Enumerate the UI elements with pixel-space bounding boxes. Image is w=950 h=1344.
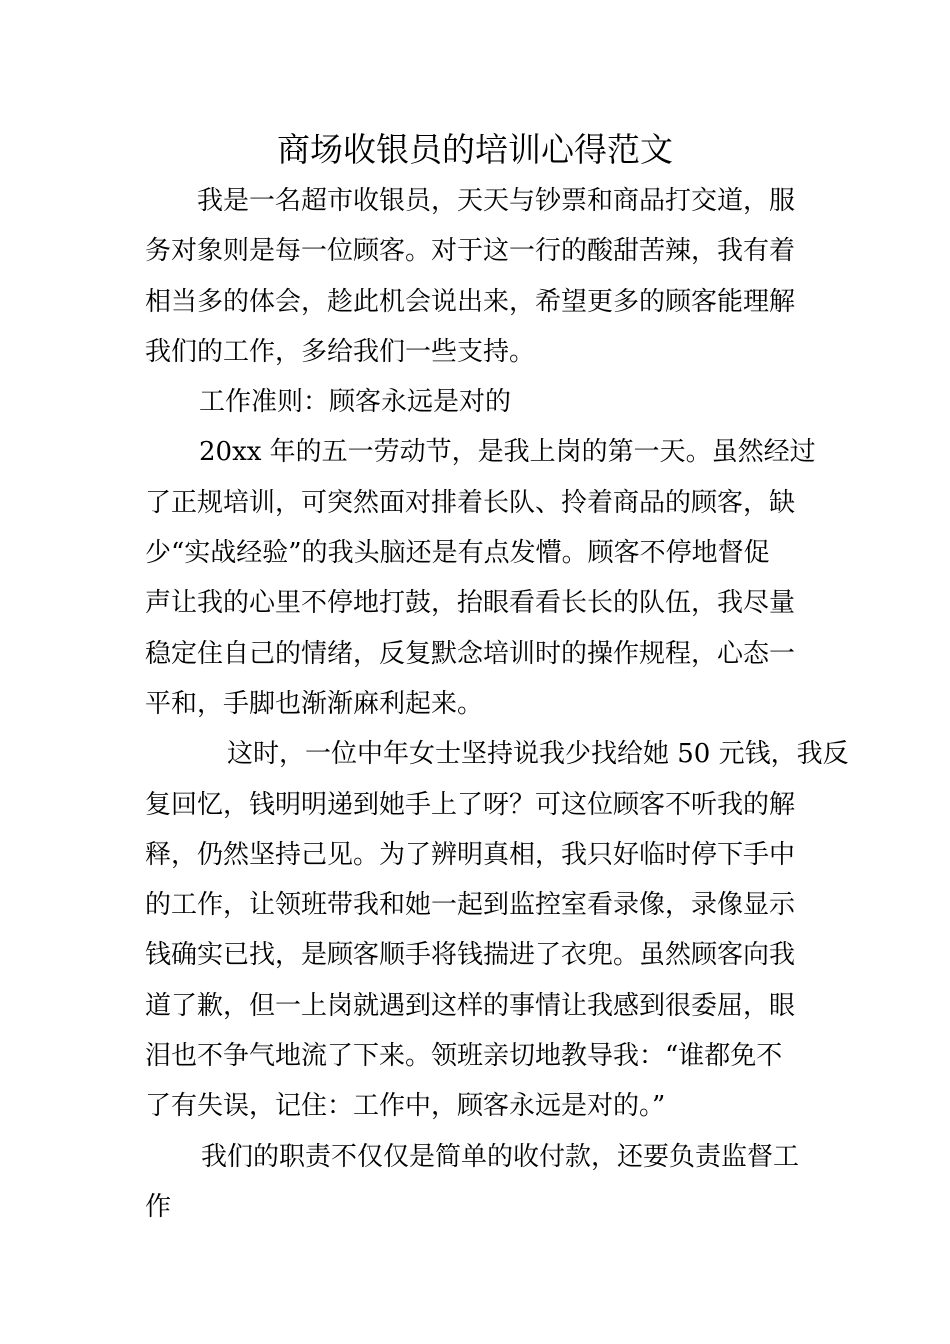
paragraph-line: 我们的工作，多给我们一些支持。 [145, 336, 536, 367]
section-heading: 工作准则：顾客永远是对的 [199, 387, 512, 418]
document-title: 商场收银员的培训心得范文 [277, 130, 673, 169]
paragraph-line: 钱确实已找，是顾客顺手将钱揣进了衣兜。虽然顾客向我 [145, 940, 796, 971]
paragraph-line: 了有失误，记住：工作中，顾客永远是对的。” [145, 1091, 666, 1122]
paragraph-line: 复回忆，钱明明递到她手上了呀？可这位顾客不听我的解 [145, 789, 796, 820]
paragraph-line: 作 [145, 1191, 172, 1222]
document-body [145, 176, 849, 1232]
paragraph-line: 了正规培训，可突然面对排着长队、拎着商品的顾客，缺 [145, 487, 796, 518]
paragraph-line: 声让我的心里不停地打鼓，抬眼看看长长的队伍，我尽量 [145, 588, 796, 619]
paragraph-line: 稳定住自己的情绪，反复默念培训时的操作规程，心态一 [145, 638, 796, 669]
paragraph-line: 泪也不争气地流了下来。领班亲切地教导我：“谁都免不 [145, 1041, 783, 1072]
paragraph-line: 相当多的体会，趁此机会说出来，希望更多的顾客能理解 [145, 286, 796, 317]
paragraph-line: 我们的职责不仅仅是简单的收付款，还要负责监督工 [201, 1141, 800, 1172]
paragraph-line: 释，仍然坚持己见。为了辨明真相，我只好临时停下手中 [145, 839, 796, 870]
paragraph-line: 少“实战经验”的我头脑还是有点发懵。顾客不停地督促 [145, 538, 770, 569]
paragraph-line: 20xx 年的五一劳动节，是我上岗的第一天。虽然经过 [199, 437, 816, 468]
paragraph-line: 我是一名超市收银员，天天与钞票和商品打交道，服 [197, 186, 796, 216]
paragraph-line: 平和，手脚也渐渐麻利起来。 [145, 688, 484, 719]
paragraph-line: 道了歉，但一上岗就遇到这样的事情让我感到很委屈，眼 [145, 990, 796, 1021]
paragraph-line: 这时，一位中年女士坚持说我少找给她 50 元钱，我反 [227, 739, 849, 770]
paragraph-line: 务对象则是每一位顾客。对于这一行的酸甜苦辣，我有着 [145, 236, 796, 267]
paragraph-line: 的工作，让领班带我和她一起到监控室看录像，录像显示 [145, 890, 796, 921]
